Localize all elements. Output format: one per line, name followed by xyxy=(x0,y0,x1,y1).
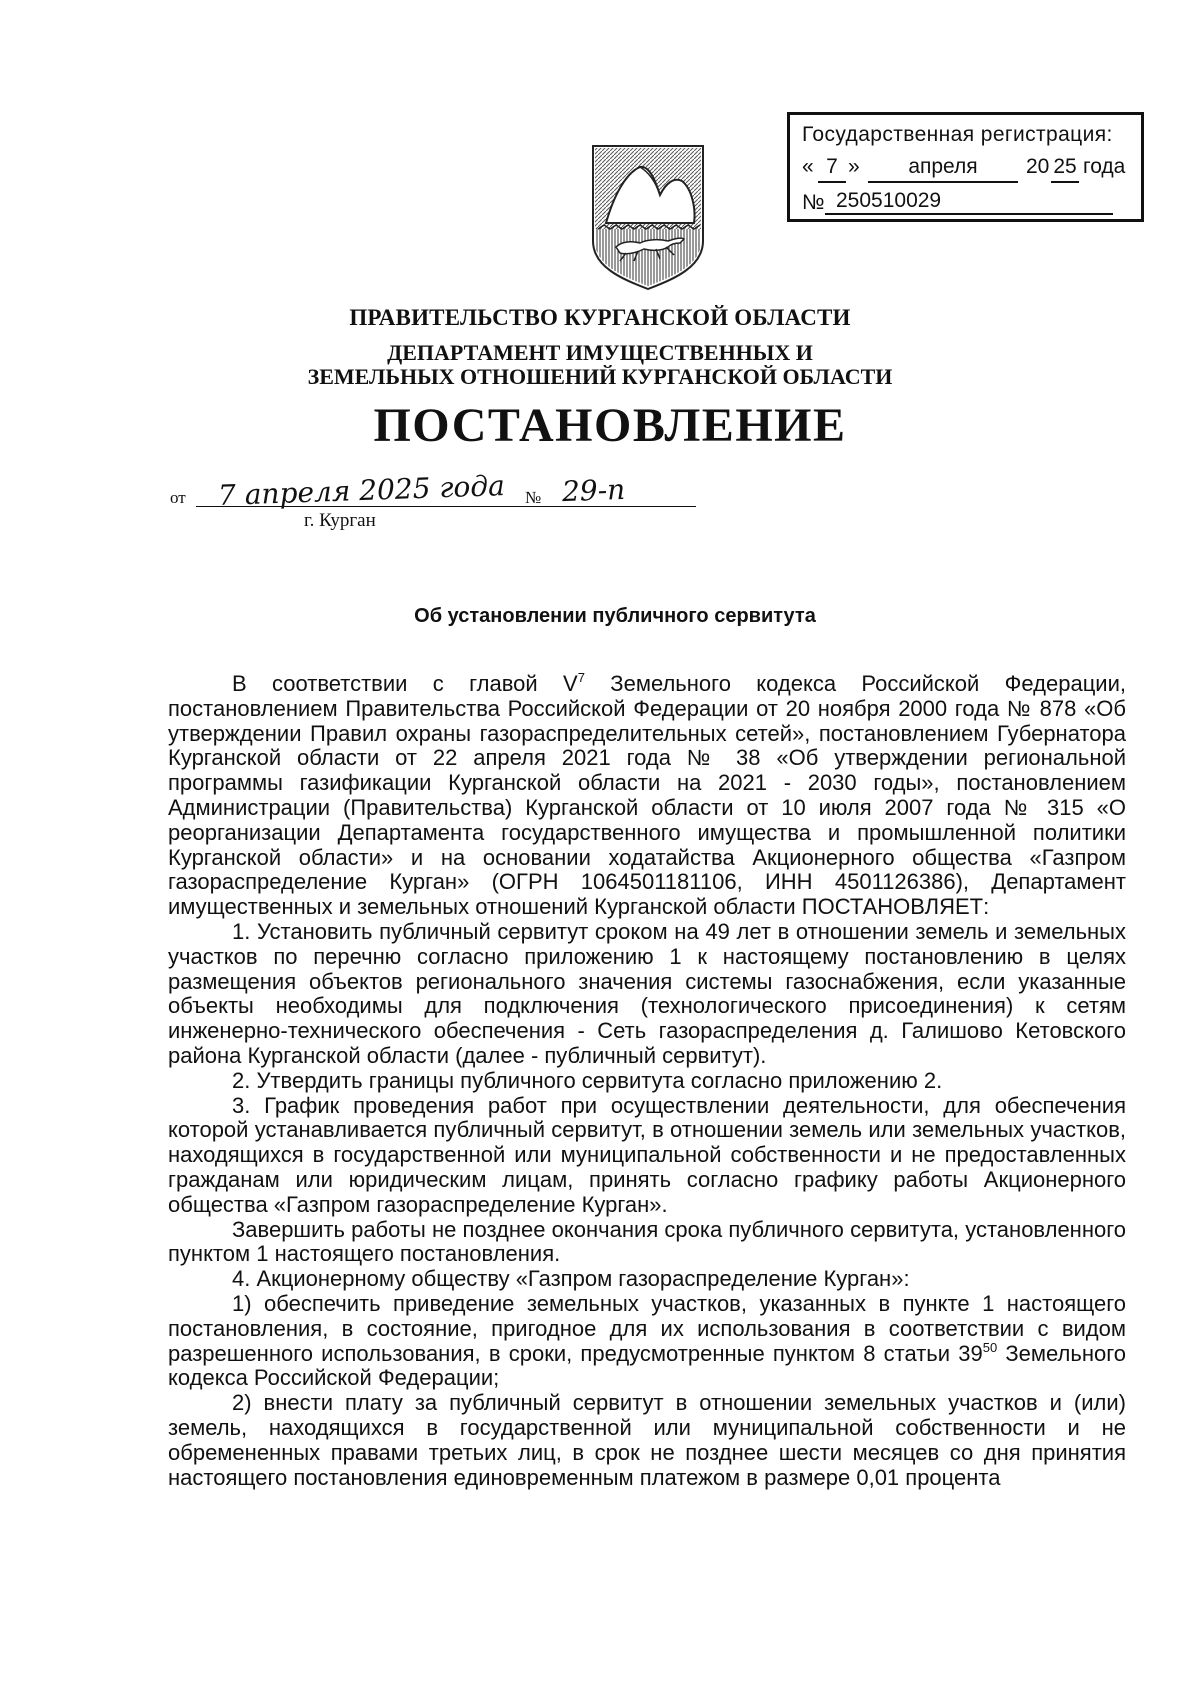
registration-month: апреля xyxy=(868,155,1018,183)
registration-day: 7 xyxy=(818,155,846,183)
department-name-line2: ЗЕМЕЛЬНЫХ ОТНОШЕНИЙ КУРГАНСКОЙ ОБЛАСТИ xyxy=(307,364,893,389)
handwritten-number: 29-п xyxy=(561,472,626,509)
coat-of-arms-icon xyxy=(590,143,706,291)
registration-date xyxy=(802,155,1137,185)
document-subject: Об установлении публичного сервитута xyxy=(414,605,816,627)
registration-year-prefix: 20 xyxy=(1026,155,1050,178)
paragraph-item-4: 4. Акционерному обществу «Газпром газораспределение Курган»: xyxy=(232,1266,910,1292)
registration-quote-close: » xyxy=(848,155,860,178)
dateline-number-sign: № xyxy=(525,488,542,507)
paragraph-item-3: 3. График проведения работ при осуществлении деятельности, для обеспечения которой устанавливается публичный сервитут, в отношении земель или земельных участков, находящихся в государственной или муниципальной собственности и не предоставленных гражданам или юридическим лицам, принять согласно графику работы Акционерного общества «Газпром газораспределение Курган». xyxy=(168,1092,1126,1217)
paragraph-preamble: В соответствии с главой $V^7$ Земельного кодекса Российской Федерации, постановлением Правительства Российской Федерации от 20 ноября 2000 года № 878 «Об утверждении Правил охраны газораспределительных сетей», постановлением Губернатора Курганской области от 22 апреля 2021 года № 38 «Об утверждении региональной программы газификации Курганской области на 2021 - 2030 годы», постановлением Администрации (Правительства) Курганской области от 10 июля 2007 года № 315 «О реорганизации Департамента государственного имущества и промышленной политики Курганской области» и на основании ходатайства Акционерного общества «Газпром газораспределение Курган» (ОГРН 1064501181106, ИНН 4501126386), Департамент имущественных и земельных отношений Курганской области ПОСТАНОВЛЯЕТ: xyxy=(168,670,1126,920)
document-body xyxy=(168,672,1126,1490)
registration-number-sign: № xyxy=(802,191,825,214)
registration-title: Государственная регистрация: xyxy=(802,123,1113,146)
registration-number xyxy=(802,189,1113,215)
registration-number-value: 250510029 xyxy=(836,189,942,212)
registration-year-word: года xyxy=(1083,155,1126,178)
department-name-line1: ДЕПАРТАМЕНТ ИМУЩЕСТВЕННЫХ И xyxy=(387,340,813,365)
document-dateline xyxy=(170,469,730,538)
paragraph-item-2: 2. Утвердить границы публичного сервитута согласно приложению 2. xyxy=(232,1067,943,1093)
registration-stamp xyxy=(787,112,1144,222)
document-type-title: ПОСТАНОВЛЕНИЕ xyxy=(373,399,847,452)
registration-quote-open: « xyxy=(802,155,814,178)
paragraph-item-1: 1. Установить публичный сервитут сроком на 49 лет в отношении земель и земельных участков по перечню согласно приложению 1 к настоящему постановлению в целях размещения объектов регионального значения системы газоснабжения, если указанные объекты необходимы для подключения (технологического присоединения) к сетям инженерно-технического обеспечения - Сеть газораспределения д. Галишово Кетовского района Курганской области (далее - публичный сервитут). xyxy=(168,918,1126,1068)
dateline-from-label: от xyxy=(170,488,186,507)
handwritten-date: 7 апреля 2025 года xyxy=(217,469,506,512)
paragraph-item-4-2: 2) внести плату за публичный сервитут в отношении земельных участков и (или) земель, находящихся в государственной или муниципальной собственности и не обремененных правами третьих лиц, в срок не позднее шести месяцев со дня принятия настоящего постановления единовременным платежом в размере 0,01 процента xyxy=(168,1390,1126,1490)
city-label: г. Курган xyxy=(304,510,376,531)
government-name: ПРАВИТЕЛЬСТВО КУРГАНСКОЙ ОБЛАСТИ xyxy=(349,305,851,330)
paragraph-item-4-1: 1) обеспечить приведение земельных участков, указанных в пункте 1 настоящего постановления, в состояние, пригодное для их использования в соответствии с видом разрешенного использования, в сроки, предусмотренные пунктом 8 статьи $39^{50}$ Земельного кодекса Российской Федерации; xyxy=(168,1290,1126,1391)
paragraph-item-3-completion: Завершить работы не позднее окончания срока публичного сервитута, установленного пунктом 1 настоящего постановления. xyxy=(168,1216,1126,1267)
registration-year-suffix: 25 xyxy=(1051,155,1079,183)
